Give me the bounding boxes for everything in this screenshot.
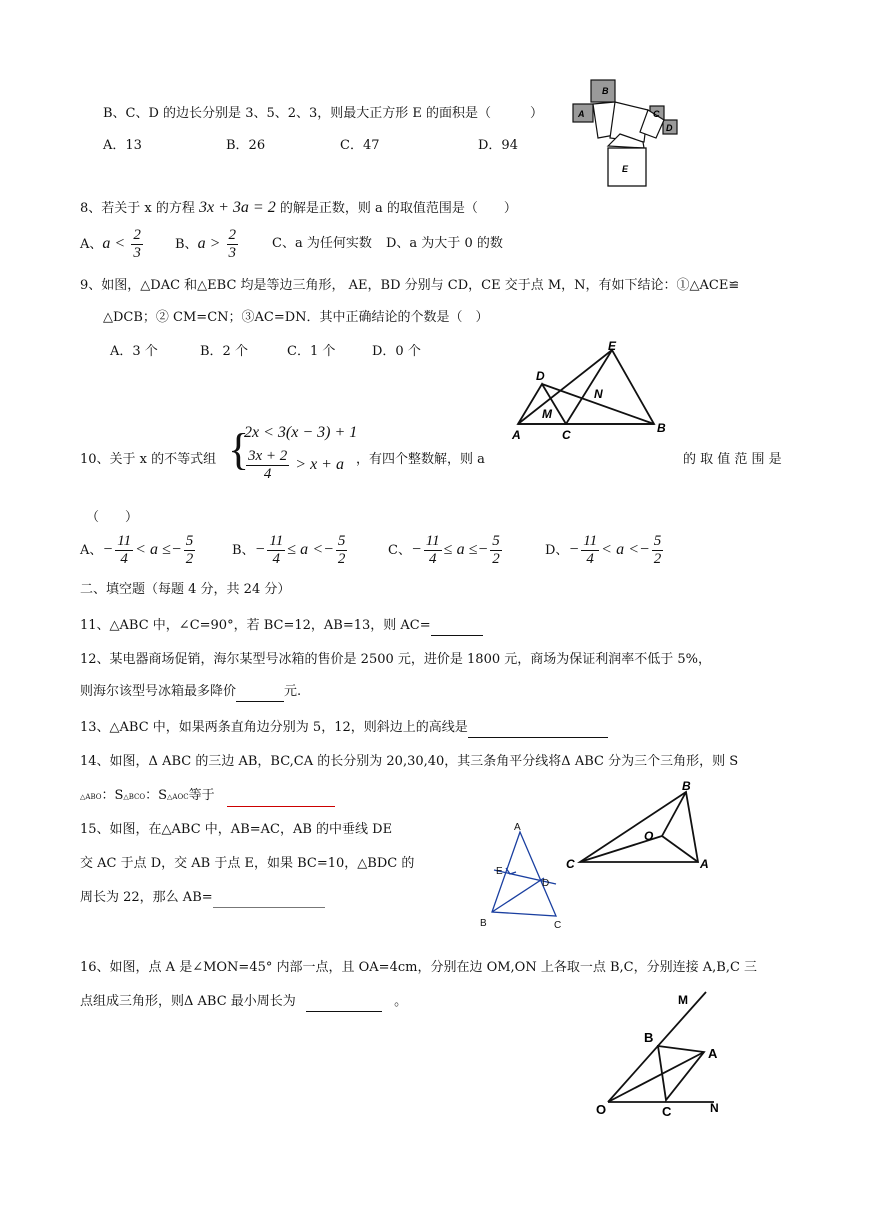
q8-option-a: A、a < $\frac{2}{3}$: [80, 227, 141, 261]
q9-triangles-figure: [506, 338, 676, 443]
q10-brace: {: [228, 425, 250, 474]
label-a: A: [578, 109, 585, 119]
q12-line1: 12、某电器商场促销，海尔某型号冰箱的售价是 2500 元，进价是 1800 元，商场为保证利润率不低于 5%，: [80, 652, 711, 667]
label-c: C: [566, 857, 575, 871]
q8-text-pre: 8、若关于 x 的方程: [80, 201, 195, 216]
q8-text-post: 的解是正数，则 a 的取值范围是（ ）: [279, 201, 517, 216]
q10-text-mid: ，有四个整数解，则 a: [356, 452, 485, 467]
q14-answer-blank: [227, 792, 335, 807]
label-b: B: [682, 779, 691, 793]
label-b: B: [480, 918, 487, 929]
q15-line1: 15、如图，在△ABC 中，AB=AC，AB 的中垂线 DE: [80, 822, 393, 837]
q9-line2: △DCB；② CM=CN；③AC=DN．其中正确结论的个数是（ ）: [103, 310, 489, 325]
label-b: B: [657, 421, 666, 435]
q9-line1: 9、如图，△DAC 和△EBC 均是等边三角形， AE，BD 分别与 CD，CE 交于点 M，N，有如下结论：①△ACE≌: [80, 278, 740, 293]
label-b: B: [602, 86, 609, 96]
q9-option-d: D．0 个: [372, 344, 421, 359]
q7-text: B、C、D 的边长分别是 3、5、2、3，则最大正方形 E 的面积是（ ）: [103, 106, 544, 121]
q10-text-end: 的 取 值 范 围 是: [683, 452, 782, 467]
q8-option-b: B、a > $\frac{2}{3}$: [175, 227, 236, 261]
q9-option-a: A．3 个: [110, 344, 158, 359]
label-a: A: [514, 822, 521, 833]
q9-option-c: C．1 个: [287, 344, 336, 359]
q15-answer-blank: [213, 893, 325, 908]
label-a: A: [512, 428, 521, 442]
label-e: E: [622, 164, 629, 174]
label-d: D: [542, 878, 550, 889]
q7-squares-figure: [568, 76, 688, 190]
label-m: M: [542, 407, 552, 421]
q11-text: 11、△ABC 中，∠C=90°，若 BC=12，AB=13，则 AC=: [80, 616, 483, 636]
label-c: C: [554, 920, 562, 931]
label-o: O: [644, 829, 654, 843]
q16-line1: 16、如图，点 A 是∠MON=45° 内部一点，且 OA=4cm，分别在边 OM,ON 上各取一点 B,C，分别连接 A,B,C 三: [80, 960, 758, 975]
q10-option-b: B、− $\frac{11}{4}$ ≤ a <− $\frac{5}{2}$: [232, 533, 346, 567]
section-2-heading: 二、填空题（每题 4 分，共 24 分）: [80, 582, 291, 597]
q14-triangle-figure: [562, 776, 722, 876]
q10-option-a: A、− $\frac{11}{4}$ < a ≤− $\frac{5}{2}$: [80, 533, 194, 567]
q7-option-a: A．13: [103, 138, 142, 153]
q14-line2: △ABO：S△BCO：S△AOC等于: [80, 786, 335, 807]
q12-answer-blank: [236, 687, 284, 702]
label-e: E: [496, 866, 503, 877]
label-e: E: [608, 339, 617, 353]
label-c: C: [562, 428, 571, 442]
q7-option-b: B．26: [226, 138, 266, 153]
q9-option-b: B．2 个: [200, 344, 248, 359]
q16-line2: 点组成三角形，则Δ ABC 最小周长为 。: [80, 992, 407, 1012]
q10-ineq1: 2x < 3(x − 3) + 1: [244, 424, 358, 441]
q8-option-d: D、a 为大于 0 的数: [386, 236, 503, 251]
q14-line1: 14、如图，Δ ABC 的三边 AB，BC,CA 的长分别为 20,30,40，其三条角平分线将Δ ABC 分为三个三角形，则 S: [80, 754, 739, 769]
q10-ineq2: $\frac{3x + 2}{4}$ > x + a: [248, 448, 344, 482]
q10-text-pre: 10、关于 x 的不等式组: [80, 452, 217, 467]
label-d: D: [536, 369, 545, 383]
q10-paren: （ ）: [86, 510, 139, 525]
q8-option-c: C、a 为任何实数: [272, 236, 372, 251]
q10-option-c: C、− $\frac{11}{4}$ ≤ a ≤− $\frac{5}{2}$: [388, 533, 500, 567]
q10-option-d: D、− $\frac{11}{4}$ < a <− $\frac{5}{2}$: [545, 533, 662, 567]
label-a: A: [708, 1046, 718, 1061]
q7-option-d: D．94: [478, 138, 518, 153]
label-a: A: [700, 857, 709, 871]
q13-answer-blank: [468, 723, 608, 738]
label-c: C: [653, 109, 660, 119]
q11-answer-blank: [431, 621, 483, 636]
q8-text: [80, 198, 517, 219]
q15-line3: 周长为 22，那么 AB=: [80, 888, 325, 908]
label-o: O: [596, 1102, 607, 1117]
q15-triangle-figure: [474, 818, 574, 932]
label-n: N: [710, 1101, 719, 1115]
label-m: M: [678, 993, 688, 1007]
q15-line2: 交 AC 于点 D，交 AB 于点 E，如果 BC=10，△BDC 的: [80, 856, 415, 871]
label-b: B: [644, 1030, 654, 1045]
label-d: D: [666, 123, 673, 133]
q16-angle-figure: [594, 988, 744, 1120]
q16-answer-blank: [306, 997, 382, 1012]
q12-line2: 则海尔该型号冰箱最多降价 元.: [80, 682, 301, 702]
label-n: N: [594, 387, 603, 401]
q13-text: 13、△ABC 中，如果两条直角边分别为 5，12，则斜边上的高线是: [80, 718, 608, 738]
q7-option-c: C．47: [340, 138, 380, 153]
q8-equation: 3x + 3a = 2: [199, 199, 276, 216]
label-c: C: [662, 1104, 672, 1119]
